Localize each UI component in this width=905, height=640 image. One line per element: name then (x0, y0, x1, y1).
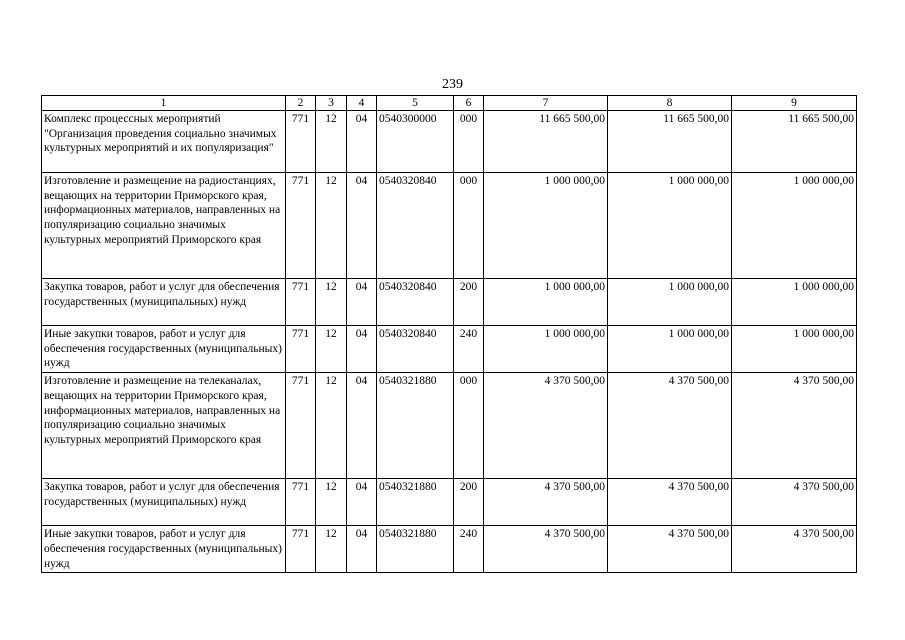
row-csr: 0540300000 (377, 111, 454, 173)
row-amount-8: 11 665 500,00 (608, 111, 732, 173)
row-csr: 0540320840 (377, 279, 454, 326)
page-number: 239 (442, 77, 463, 92)
row-csr: 0540321880 (377, 373, 454, 479)
row-name: Закупка товаров, работ и услуг для обеспечения государственных (муниципальных) нужд (42, 479, 286, 526)
row-csr: 0540321880 (377, 479, 454, 526)
row-amount-8: 1 000 000,00 (608, 173, 732, 279)
row-ved: 771 (286, 173, 316, 279)
header-cell-8: 8 (608, 96, 732, 111)
row-vr: 000 (454, 173, 484, 279)
row-name: Иные закупки товаров, работ и услуг для обеспечения государственных (муниципальных) нужд (42, 526, 286, 573)
table-row (42, 279, 857, 326)
row-amount-8: 4 370 500,00 (608, 526, 732, 573)
row-amount-9: 1 000 000,00 (732, 326, 857, 373)
table-row (42, 373, 857, 479)
table-row (42, 326, 857, 373)
row-pr: 04 (347, 173, 377, 279)
row-ved: 771 (286, 326, 316, 373)
row-ved: 771 (286, 111, 316, 173)
row-pr: 04 (347, 326, 377, 373)
row-csr: 0540321880 (377, 526, 454, 573)
row-vr: 240 (454, 326, 484, 373)
header-cell-3: 3 (316, 96, 347, 111)
row-vr: 200 (454, 279, 484, 326)
row-rz: 12 (316, 111, 347, 173)
row-amount-7: 4 370 500,00 (484, 479, 608, 526)
header-cell-1: 1 (42, 96, 286, 111)
row-amount-7: 4 370 500,00 (484, 373, 608, 479)
table-row (42, 526, 857, 573)
row-vr: 200 (454, 479, 484, 526)
row-amount-8: 4 370 500,00 (608, 373, 732, 479)
header-cell-4: 4 (347, 96, 377, 111)
row-pr: 04 (347, 373, 377, 479)
row-pr: 04 (347, 279, 377, 326)
header-cell-6: 6 (454, 96, 484, 111)
row-rz: 12 (316, 326, 347, 373)
row-amount-7: 1 000 000,00 (484, 173, 608, 279)
header-cell-7: 7 (484, 96, 608, 111)
header-cell-2: 2 (286, 96, 316, 111)
row-amount-7: 1 000 000,00 (484, 279, 608, 326)
header-cell-9: 9 (732, 96, 857, 111)
row-vr: 000 (454, 373, 484, 479)
table-row (42, 111, 857, 173)
row-rz: 12 (316, 373, 347, 479)
row-name: Изготовление и размещение на радиостанциях, вещающих на территории Приморского края, информационных материалов, направленных на популяризацию социально значимых культурных мероприятий Приморского края (42, 173, 286, 279)
row-ved: 771 (286, 479, 316, 526)
row-amount-8: 4 370 500,00 (608, 479, 732, 526)
row-ved: 771 (286, 373, 316, 479)
row-ved: 771 (286, 279, 316, 326)
table-header-row (42, 96, 857, 111)
row-pr: 04 (347, 479, 377, 526)
table-row (42, 173, 857, 279)
row-amount-9: 11 665 500,00 (732, 111, 857, 173)
row-amount-9: 1 000 000,00 (732, 173, 857, 279)
row-vr: 240 (454, 526, 484, 573)
row-amount-7: 4 370 500,00 (484, 526, 608, 573)
row-amount-9: 4 370 500,00 (732, 526, 857, 573)
row-amount-7: 1 000 000,00 (484, 326, 608, 373)
row-csr: 0540320840 (377, 326, 454, 373)
budget-table (41, 95, 857, 573)
row-amount-7: 11 665 500,00 (484, 111, 608, 173)
row-ved: 771 (286, 526, 316, 573)
row-name: Комплекс процессных мероприятий "Организация проведения социально значимых культурных мероприятий и их популяризация" (42, 111, 286, 173)
row-name: Закупка товаров, работ и услуг для обеспечения государственных (муниципальных) нужд (42, 279, 286, 326)
row-amount-9: 4 370 500,00 (732, 479, 857, 526)
row-pr: 04 (347, 111, 377, 173)
row-name: Изготовление и размещение на телеканалах, вещающих на территории Приморского края, информационных материалов, направленных на популяризацию социально значимых культурных мероприятий Приморского края (42, 373, 286, 479)
row-rz: 12 (316, 173, 347, 279)
row-amount-8: 1 000 000,00 (608, 326, 732, 373)
table-row (42, 479, 857, 526)
row-csr: 0540320840 (377, 173, 454, 279)
row-vr: 000 (454, 111, 484, 173)
row-rz: 12 (316, 526, 347, 573)
row-amount-9: 4 370 500,00 (732, 373, 857, 479)
row-rz: 12 (316, 479, 347, 526)
row-rz: 12 (316, 279, 347, 326)
row-pr: 04 (347, 526, 377, 573)
row-amount-8: 1 000 000,00 (608, 279, 732, 326)
row-name: Иные закупки товаров, работ и услуг для обеспечения государственных (муниципальных) нужд (42, 326, 286, 373)
row-amount-9: 1 000 000,00 (732, 279, 857, 326)
header-cell-5: 5 (377, 96, 454, 111)
